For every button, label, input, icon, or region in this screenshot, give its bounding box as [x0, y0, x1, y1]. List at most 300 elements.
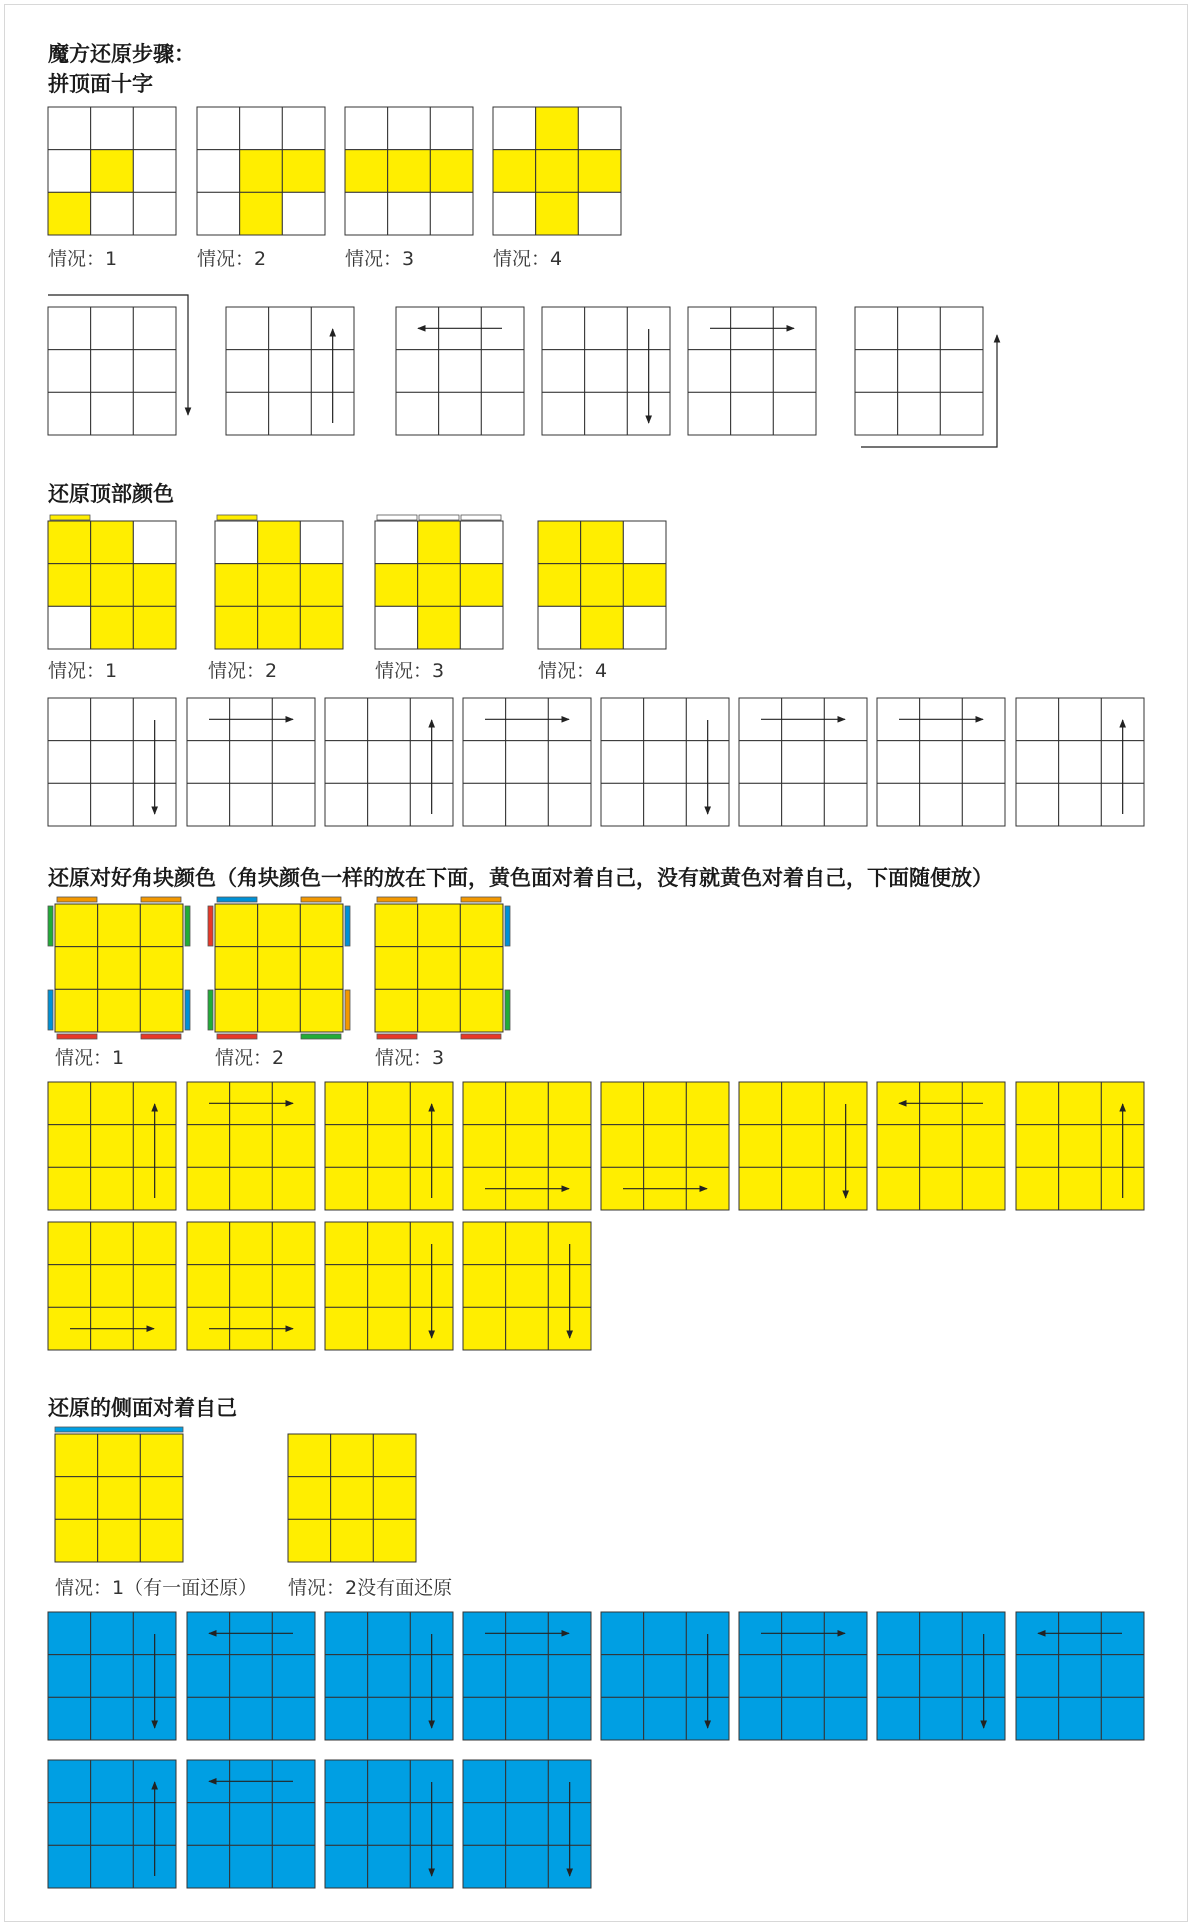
cube-cell: [258, 989, 301, 1032]
cube-cell: [782, 1082, 825, 1125]
cube-cell: [506, 1125, 549, 1168]
cube-cell: [98, 1477, 141, 1520]
step2-move-5-face: [601, 698, 729, 826]
step3-move-12-face: [463, 1222, 591, 1350]
cube-cell: [91, 350, 134, 393]
cube-cell: [739, 1655, 782, 1698]
cube-cell: [215, 904, 258, 947]
step1-case-4-face: [493, 107, 621, 235]
cube-cell: [325, 1265, 368, 1308]
step2-move-7-face: [877, 698, 1005, 826]
cube-cell: [463, 1697, 506, 1740]
cube-cell: [272, 1265, 315, 1308]
cube-cell: [91, 1125, 134, 1168]
cube-cell: [585, 392, 628, 435]
cube-cell: [272, 741, 315, 784]
cube-cell: [739, 741, 782, 784]
cube-cell: [140, 904, 183, 947]
cube-cell: [230, 1125, 273, 1168]
cube-cell: [739, 1125, 782, 1168]
cube-cell: [91, 521, 134, 564]
cube-cell: [439, 392, 482, 435]
side-sticker: [345, 906, 350, 946]
cube-cell: [230, 1803, 273, 1846]
cube-cell: [55, 1434, 98, 1477]
cube-cell: [331, 1477, 374, 1520]
cube-cell: [585, 307, 628, 350]
cube-cell: [91, 606, 134, 649]
step3-move-5-face: [601, 1082, 729, 1210]
cube-cell: [920, 741, 963, 784]
cube-cell: [463, 1125, 506, 1168]
cube-cell: [288, 1477, 331, 1520]
cube-cell: [855, 392, 898, 435]
cube-cell: [197, 150, 240, 193]
cube-cell: [506, 1697, 549, 1740]
cube-cell: [48, 1265, 91, 1308]
cube-cell: [388, 107, 431, 150]
cube-cell: [325, 1612, 368, 1655]
cube-cell: [1016, 1125, 1059, 1168]
step3-case-2-face: [215, 904, 343, 1032]
cube-cell: [48, 307, 91, 350]
cube-cell: [1016, 741, 1059, 784]
cube-cell: [824, 783, 867, 826]
cube-cell: [375, 521, 418, 564]
cube-cell: [1059, 1125, 1102, 1168]
cube-cell: [300, 989, 343, 1032]
cube-cell: [548, 1082, 591, 1125]
step1-case-3-face: [345, 107, 473, 235]
step3-title: 还原对好角块颜色（角块颜色一样的放在下面，黄色面对着自己，没有就黄色对着自己，下面随便放）: [48, 866, 993, 890]
side-sticker: [461, 1034, 501, 1039]
cube-cell: [644, 1655, 687, 1698]
cube-cell: [548, 1697, 591, 1740]
cube-cell: [920, 1125, 963, 1168]
cube-cell: [940, 392, 983, 435]
cube-cell: [548, 783, 591, 826]
step4-case-1-label: 情况：1（有一面还原）: [55, 1577, 258, 1599]
cube-cell: [731, 392, 774, 435]
side-sticker: [208, 906, 213, 946]
step3-move-8-face: [1016, 1082, 1144, 1210]
cube-cell: [877, 741, 920, 784]
cube-cell: [463, 1082, 506, 1125]
cube-cell: [187, 783, 230, 826]
cube-cell: [585, 350, 628, 393]
cube-cell: [258, 904, 301, 947]
cube-cell: [48, 1082, 91, 1125]
cube-cell: [272, 1655, 315, 1698]
cube-cell: [940, 307, 983, 350]
side-sticker: [301, 1034, 341, 1039]
cube-cell: [133, 564, 176, 607]
step1-move-4-face: [542, 307, 670, 435]
cube-cell: [91, 1612, 134, 1655]
cube-cell: [644, 1612, 687, 1655]
step2-title: 还原顶部颜色: [48, 482, 174, 506]
cube-cell: [463, 1265, 506, 1308]
cube-cell: [375, 904, 418, 947]
cube-cell: [739, 1697, 782, 1740]
cube-cell: [506, 1082, 549, 1125]
cube-cell: [55, 947, 98, 990]
cube-cell: [91, 698, 134, 741]
step2-case-2-label: 情况：2: [208, 660, 278, 682]
side-sticker: [377, 897, 417, 902]
cube-cell: [375, 947, 418, 990]
cube-cell: [686, 1125, 729, 1168]
cube-cell: [187, 1697, 230, 1740]
cube-cell: [48, 1845, 91, 1888]
cube-cell: [1101, 1697, 1144, 1740]
step1-title: 拼顶面十字: [48, 72, 153, 96]
cube-cell: [396, 350, 439, 393]
cube-cell: [325, 1697, 368, 1740]
cube-cell: [187, 741, 230, 784]
cube-cell: [368, 1307, 411, 1350]
cube-cell: [230, 1655, 273, 1698]
cube-cell: [601, 1697, 644, 1740]
cube-cell: [187, 1803, 230, 1846]
step3-move-11-face: [325, 1222, 453, 1350]
cube-cell: [962, 1167, 1005, 1210]
cube-cell: [368, 1697, 411, 1740]
cube-cell: [258, 606, 301, 649]
cube-cell: [55, 904, 98, 947]
side-sticker: [217, 1034, 257, 1039]
cube-cell: [463, 783, 506, 826]
cube-cell: [282, 192, 325, 235]
cube-cell: [739, 1167, 782, 1210]
cube-cell: [187, 1655, 230, 1698]
cube-cell: [269, 307, 312, 350]
side-sticker: [50, 515, 90, 520]
step4-move-11-face: [325, 1760, 453, 1888]
cube-cell: [368, 1125, 411, 1168]
cube-cell: [920, 1697, 963, 1740]
cube-cell: [48, 1222, 91, 1265]
cube-cell: [782, 783, 825, 826]
cube-cell: [601, 1612, 644, 1655]
cube-cell: [91, 1697, 134, 1740]
side-sticker: [505, 990, 510, 1030]
side-sticker: [345, 990, 350, 1030]
cube-cell: [331, 1434, 374, 1477]
cube-cell: [325, 1655, 368, 1698]
cube-cell: [91, 1655, 134, 1698]
cube-cell: [272, 1222, 315, 1265]
cube-cell: [133, 1265, 176, 1308]
cube-cell: [1059, 1082, 1102, 1125]
cube-cell: [644, 1697, 687, 1740]
cube-cell: [368, 1167, 411, 1210]
cube-cell: [1016, 1697, 1059, 1740]
cube-cell: [463, 1655, 506, 1698]
step2-case-3-face: [375, 521, 503, 649]
cube-cell: [920, 1167, 963, 1210]
cube-cell: [940, 350, 983, 393]
cube-cell: [463, 1760, 506, 1803]
cube-cell: [258, 521, 301, 564]
cube-cell: [739, 783, 782, 826]
cube-cell: [481, 392, 524, 435]
cube-cell: [396, 392, 439, 435]
cube-cell: [187, 1222, 230, 1265]
cube-cell: [463, 741, 506, 784]
cube-cell: [1016, 1082, 1059, 1125]
step1-case-1-face: [48, 107, 176, 235]
cube-cell: [48, 1167, 91, 1210]
cube-cell: [345, 192, 388, 235]
step1-move-1-face: [48, 307, 176, 435]
cube-cell: [258, 564, 301, 607]
cube-cell: [98, 947, 141, 990]
step2-case-1-face: [48, 521, 176, 649]
cube-cell: [272, 783, 315, 826]
cube-cell: [877, 1612, 920, 1655]
cube-cell: [418, 947, 461, 990]
cube-cell: [460, 564, 503, 607]
step1-move-3-face: [396, 307, 524, 435]
step4-move-7-face: [877, 1612, 1005, 1740]
cube-cell: [481, 350, 524, 393]
cube-cell: [538, 564, 581, 607]
step3-move-7-face: [877, 1082, 1005, 1210]
cube-cell: [782, 1655, 825, 1698]
cube-cell: [375, 989, 418, 1032]
cube-cell: [373, 1477, 416, 1520]
side-sticker: [505, 906, 510, 946]
cube-cell: [430, 192, 473, 235]
step3-case-2-label: 情况：2: [215, 1047, 285, 1069]
cube-cell: [91, 307, 134, 350]
step4-move-2-face: [187, 1612, 315, 1740]
side-sticker: [377, 1034, 417, 1039]
cube-cell: [140, 1519, 183, 1562]
cube-cell: [1016, 1655, 1059, 1698]
cube-cell: [782, 741, 825, 784]
cube-cell: [463, 1222, 506, 1265]
cube-cell: [300, 606, 343, 649]
cube-cell: [91, 1760, 134, 1803]
cube-cell: [601, 741, 644, 784]
cube-cell: [898, 307, 941, 350]
cube-cell: [133, 392, 176, 435]
cube-cell: [48, 1803, 91, 1846]
cube-cell: [325, 1307, 368, 1350]
cube-cell: [197, 107, 240, 150]
cube-cell: [506, 1655, 549, 1698]
cube-cell: [325, 1082, 368, 1125]
cube-cell: [91, 1167, 134, 1210]
cube-cell: [133, 606, 176, 649]
cube-cell: [269, 392, 312, 435]
cube-cell: [91, 150, 134, 193]
cube-cell: [623, 564, 666, 607]
side-sticker: [57, 897, 97, 902]
cube-cell: [269, 350, 312, 393]
cube-cell: [463, 1307, 506, 1350]
cube-cell: [230, 783, 273, 826]
cube-cell: [230, 741, 273, 784]
cube-cell: [460, 989, 503, 1032]
cube-cell: [48, 564, 91, 607]
cube-cell: [325, 698, 368, 741]
cube-cell: [688, 350, 731, 393]
cube-cell: [300, 947, 343, 990]
cube-cell: [782, 1697, 825, 1740]
step4-move-8-face: [1016, 1612, 1144, 1740]
cube-cell: [644, 698, 687, 741]
side-sticker: [461, 515, 501, 520]
cube-cell: [506, 1760, 549, 1803]
step3-case-1-label: 情况：1: [55, 1047, 125, 1069]
cube-cell: [48, 150, 91, 193]
cube-cell: [55, 989, 98, 1032]
cube-cell: [548, 741, 591, 784]
cube-cell: [288, 1519, 331, 1562]
cube-cell: [98, 1434, 141, 1477]
step1-case-2-face: [197, 107, 325, 235]
cube-cell: [133, 107, 176, 150]
side-sticker: [301, 897, 341, 902]
cube-cell: [368, 1760, 411, 1803]
cube-cell: [824, 1655, 867, 1698]
cube-cell: [368, 741, 411, 784]
cube-cell: [506, 1803, 549, 1846]
cube-cell: [368, 1265, 411, 1308]
step1-move-2-face: [226, 307, 354, 435]
cube-cell: [877, 1125, 920, 1168]
cube-cell: [368, 1222, 411, 1265]
cube-cell: [48, 1760, 91, 1803]
cube-cell: [48, 783, 91, 826]
cube-cell: [578, 150, 621, 193]
cube-cell: [962, 1125, 1005, 1168]
step2-move-6-face: [739, 698, 867, 826]
cube-cell: [644, 1082, 687, 1125]
cube-cell: [98, 904, 141, 947]
cube-cell: [140, 989, 183, 1032]
cube-cell: [140, 947, 183, 990]
cube-cell: [230, 1265, 273, 1308]
cube-cell: [258, 947, 301, 990]
cube-cell: [877, 1655, 920, 1698]
cube-cell: [288, 1434, 331, 1477]
cube-cell: [133, 307, 176, 350]
step3-case-3-face: [375, 904, 503, 1032]
cube-cell: [368, 1845, 411, 1888]
cube-cell: [187, 1167, 230, 1210]
cube-cell: [601, 783, 644, 826]
cube-cell: [226, 350, 269, 393]
cube-cell: [601, 1125, 644, 1168]
step3-move-1-face: [48, 1082, 176, 1210]
cube-cell: [920, 783, 963, 826]
cube-cell: [48, 392, 91, 435]
cube-cell: [325, 1803, 368, 1846]
cube-cell: [91, 1803, 134, 1846]
step2-case-2-face: [215, 521, 343, 649]
cube-cell: [506, 1307, 549, 1350]
cube-cell: [300, 904, 343, 947]
side-sticker: [217, 897, 257, 902]
cube-cell: [230, 1845, 273, 1888]
cube-cell: [91, 1222, 134, 1265]
side-sticker: [185, 990, 190, 1030]
cube-cell: [493, 192, 536, 235]
cube-cell: [506, 1222, 549, 1265]
step4-case-2-label: 情况：2没有面还原: [288, 1577, 453, 1599]
cube-cell: [542, 350, 585, 393]
cube-cell: [91, 192, 134, 235]
cube-cell: [240, 192, 283, 235]
cube-cell: [187, 1125, 230, 1168]
step4-move-6-face: [739, 1612, 867, 1740]
cube-cell: [1059, 1167, 1102, 1210]
cube-cell: [325, 783, 368, 826]
step2-case-4-face: [538, 521, 666, 649]
cube-cell: [418, 904, 461, 947]
cube-cell: [140, 1477, 183, 1520]
side-sticker: [208, 990, 213, 1030]
cube-cell: [962, 783, 1005, 826]
step3-case-1-face: [55, 904, 183, 1032]
cube-cell: [140, 1434, 183, 1477]
cube-cell: [1016, 1167, 1059, 1210]
cube-cell: [578, 192, 621, 235]
cube-cell: [325, 1125, 368, 1168]
cube-cell: [688, 392, 731, 435]
cube-cell: [1059, 783, 1102, 826]
cube-cell: [418, 564, 461, 607]
step4-move-3-face: [325, 1612, 453, 1740]
cube-cell: [430, 150, 473, 193]
step3-move-4-face: [463, 1082, 591, 1210]
step1-move-6-face: [855, 307, 983, 435]
cube-cell: [463, 1803, 506, 1846]
cube-cell: [506, 1845, 549, 1888]
cube-cell: [48, 698, 91, 741]
cube-cell: [623, 606, 666, 649]
step3-move-3-face: [325, 1082, 453, 1210]
cube-cell: [739, 1082, 782, 1125]
cube-cell: [463, 1845, 506, 1888]
cube-cell: [578, 107, 621, 150]
side-sticker: [419, 515, 459, 520]
cube-cell: [368, 698, 411, 741]
cube-cell: [877, 1167, 920, 1210]
cube-cell: [133, 192, 176, 235]
cube-cell: [215, 521, 258, 564]
cube-cell: [215, 564, 258, 607]
cube-cell: [91, 783, 134, 826]
cube-cell: [48, 107, 91, 150]
cube-cell: [91, 1845, 134, 1888]
cube-cell: [55, 1477, 98, 1520]
cube-cell: [782, 1167, 825, 1210]
cube-cell: [548, 1125, 591, 1168]
cube-cell: [272, 1803, 315, 1846]
cube-cell: [325, 1222, 368, 1265]
cube-cell: [548, 1655, 591, 1698]
cube-cell: [506, 783, 549, 826]
cube-cell: [855, 350, 898, 393]
step4-move-12-face: [463, 1760, 591, 1888]
cube-cell: [272, 1697, 315, 1740]
cube-cell: [460, 606, 503, 649]
